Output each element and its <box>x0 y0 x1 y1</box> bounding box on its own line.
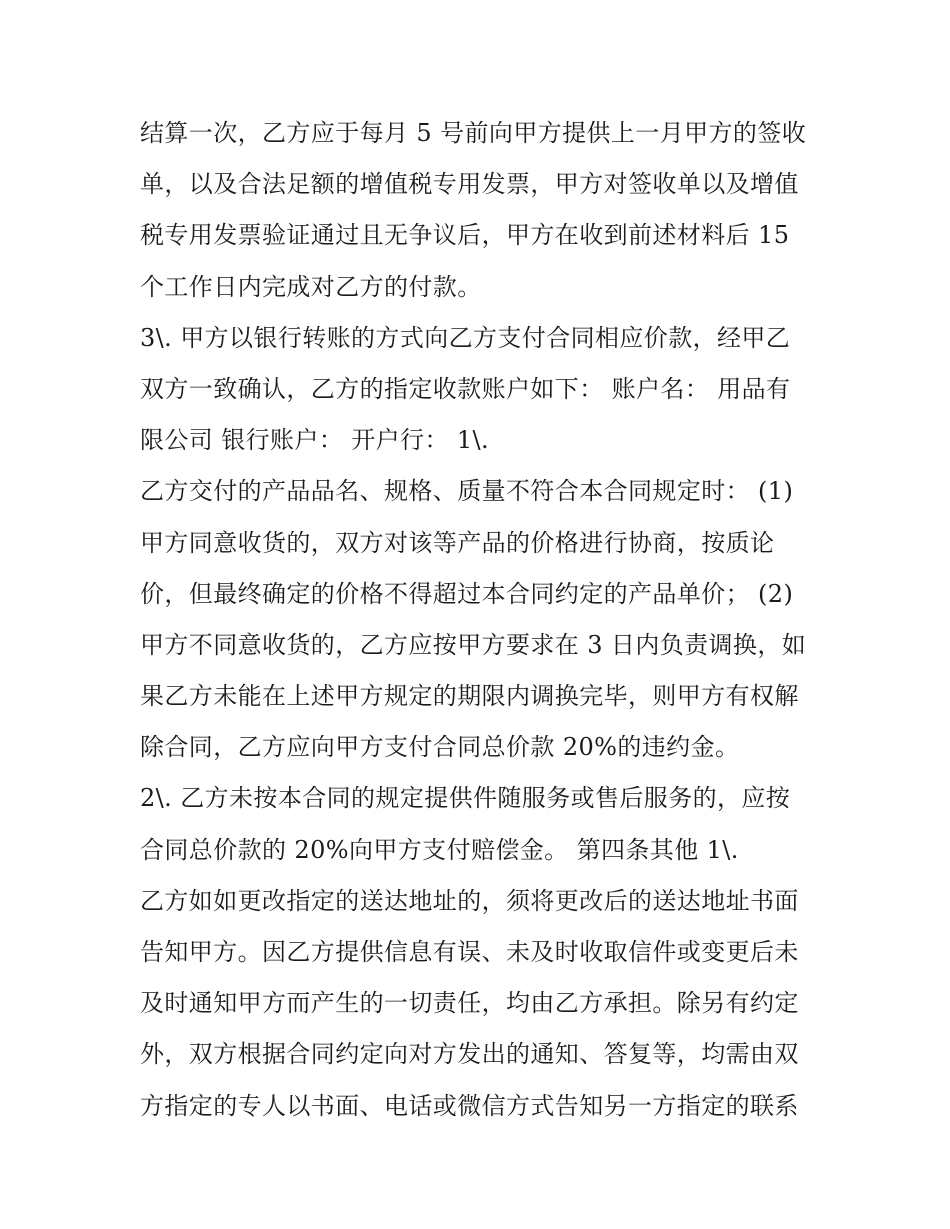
text-line: 及时通知甲方而产生的一切责任，均由乙方承担。除另有约定 <box>140 989 799 1018</box>
text-line: 结算一次，乙方应于每月 5 号前向甲方提供上一月甲方的签收 <box>140 119 807 147</box>
text-line: 单，以及合法足额的增值税专用发票，甲方对签收单以及增值 <box>140 170 799 199</box>
text-line: 方指定的专人以书面、电话或微信方式告知另一方指定的联系 <box>140 1091 799 1120</box>
text-line: 合同总价款的 20%向甲方支付赔偿金。 第四条其他 1\. <box>140 835 739 864</box>
text-line: 2\. 乙方未按本合同的规定提供件随服务或售后服务的，应按 <box>140 784 791 813</box>
text-line: 甲方同意收货的，双方对该等产品的价格进行协商，按质论 <box>140 528 775 557</box>
text-line: 价，但最终确定的价格不得超过本合同约定的产品单价； (2) <box>140 579 794 608</box>
text-line: 税专用发票验证通过且无争议后，甲方在收到前述材料后 15 <box>140 221 790 250</box>
text-line: 外，双方根据合同约定向对方发出的通知、答复等，均需由双 <box>140 1040 799 1069</box>
text-line: 限公司 银行账户： 开户行： 1\. <box>140 426 490 455</box>
text-line: 乙方如如更改指定的送达地址的，须将更改后的送达地址书面 <box>140 886 799 915</box>
text-line: 甲方不同意收货的，乙方应按甲方要求在 3 日内负责调换，如 <box>140 630 807 659</box>
text-line: 个工作日内完成对乙方的付款。 <box>140 272 482 301</box>
text-line: 除合同，乙方应向甲方支付合同总价款 20%的违约金。 <box>140 733 740 762</box>
text-line: 双方一致确认，乙方的指定收款账户如下： 账户名： 用品有 <box>140 374 791 403</box>
text-line: 3\. 甲方以银行转账的方式向乙方支付合同相应价款，经甲乙 <box>140 323 791 352</box>
text-line: 果乙方未能在上述甲方规定的期限内调换完毕，则甲方有权解 <box>140 682 799 711</box>
contract-text-block <box>140 108 820 1132</box>
text-line: 告知甲方。因乙方提供信息有误、未及时收取信件或变更后未 <box>140 938 799 966</box>
text-line: 乙方交付的产品品名、规格、质量不符合本合同规定时： (1) <box>140 477 794 506</box>
